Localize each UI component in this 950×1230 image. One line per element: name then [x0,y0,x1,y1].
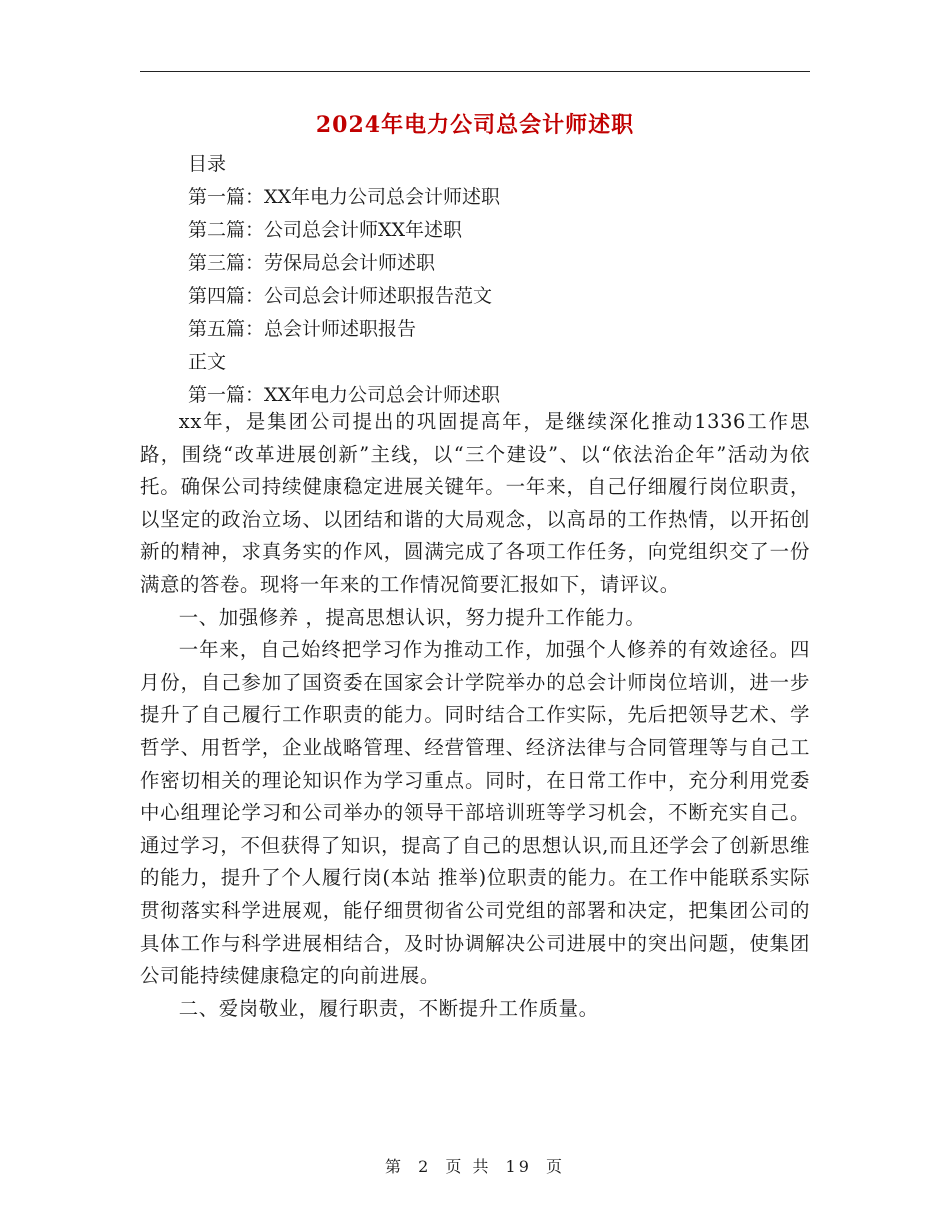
toc-item-3: 第三篇：劳保局总会计师述职 [188,252,436,274]
toc-item-2: 第二篇：公司总会计师XX年述职 [188,219,463,241]
paragraph-study: 一年来，自己始终把学习作为推动工作，加强个人修养的有效途径。四月份，自己参加了国资委在国家会计学院举办的总会计师岗位培训，进一步提升了自己履行工作职责的能力。同时结合工作实际，先后把领导艺术、学哲学、用哲学，企业战略管理、经营管理、经济法律与合同管理等与自己工作密切相关的理论知识作为学习重点。同时，在日常工作中，充分利用党委中心组理论学习和公司举办的领导干部培训班等学习机会，不断充实自己。通过学习，不但获得了知识，提高了自己的思想认识,而且还学会了创新思维的能力，提升了个人履行岗(本站 推举)位职责的能力。在工作中能联系实际贯彻落实科学进展观，能仔细贯彻省公司党组的部署和决定，把集团公司的具体工作与科学进展相结合，及时协调解决公司进展中的突出问题，使集团公司能持续健康稳定的向前进展。 [140,638,810,988]
page-footer [0,1154,950,1177]
toc-item-4: 第四篇：公司总会计师述职报告范文 [188,285,493,307]
toc-item-1: 第一篇：XX年电力公司总会计师述职 [188,186,501,208]
footer-prefix: 第 [384,1157,404,1176]
footer-current-page: 2 [418,1157,432,1176]
paragraph-heading-2: 二、爱岗敬业，履行职责，不断提升工作质量。 [178,996,599,1020]
body-heading: 正文 [188,351,227,373]
body-text [140,406,810,1025]
section-heading-1: 第一篇：XX年电力公司总会计师述职 [188,384,501,406]
paragraph-intro: xx年，是集团公司提出的巩固提高年，是继续深化推动1336工作思路，围绕“改革进展创新”主线，以“三个建设”、以“依法治企年”活动为依托。确保公司持续健康稳定进展关键年。一年来，自己仔细履行岗位职责，以坚定的政治立场、以团结和谐的大局观念，以高昂的工作热情，以开拓创新的精神，求真务实的作风，圆满完成了各项工作任务，向党组织交了一份满意的答卷。现将一年来的工作情况简要汇报如下，请评议。 [140,410,810,596]
footer-suffix: 页 [546,1157,566,1176]
document-title: 2024年电力公司总会计师述职 [315,112,635,138]
paragraph-heading-1: 一、加强修养 ，提高思想认识，努力提升工作能力。 [178,605,646,629]
toc-item-5: 第五篇：总会计师述职报告 [188,318,417,340]
header-rule [140,71,810,72]
toc-heading: 目录 [188,153,227,175]
table-of-contents [188,148,788,412]
footer-middle: 页 共 [445,1157,492,1176]
footer-total-pages: 19 [505,1157,532,1176]
